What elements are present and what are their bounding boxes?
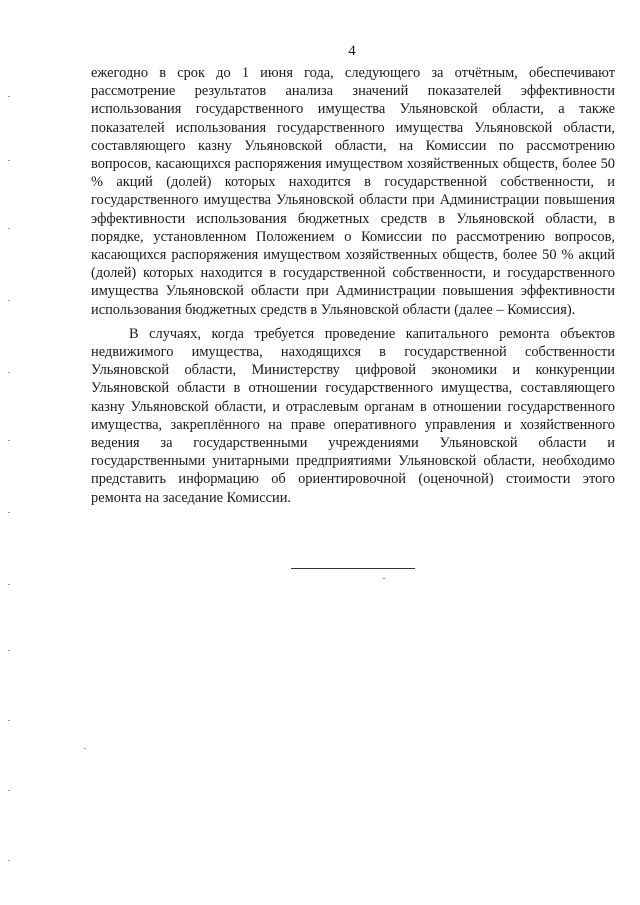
- scan-speck: [84, 748, 86, 749]
- scan-speck: [8, 860, 10, 861]
- paragraph-capital-repair: В случаях, когда требуется проведение капитального ремонта объектов недвижимого имущества, находящихся в государственной собственности Ульяновской области, Министерству цифровой экономики и конкуренции Ульяновской области в отношении государственного имущества, составляющего казну Ульяновской области, и отраслевым органам в отношении государственного имущества, закреплённого на праве оперативного управления и хозяйственного ведения за государственными учреждениями Ульяновской области и государственными унитарными предприятиями Ульяновской области, необходимо представить информацию об ориентировочной (оценочной) стоимости этого ремонта на заседание Комиссии.: [91, 325, 615, 506]
- paragraph-continuation: ежегодно в срок до 1 июня года, следующего за отчётным, обеспечивают рассмотрение результатов анализа значений показателей эффективности использования государственного имущества Ульяновской области, а также показателей использования государственного имущества Ульяновской области, составляющего казну Ульяновской области, на Комиссии по рассмотрению вопросов, касающихся распоряжения имуществом хозяйственных обществ, более 50 % акций (долей) которых находится в государственной собственности, и государственного имущества Ульяновской области при Администрации повышения эффективности использования бюджетных средств в Ульяновской области, в порядке, установленном Положением о Комиссии по рассмотрению вопросов, касающихся распоряжения имуществом хозяйственных обществ, более 50 % акций (долей) которых находится в государственной собственности, и государственного имущества Ульяновской области при Администрации повышения эффективности использования бюджетных средств в Ульяновской области (далее – Комиссия).: [91, 65, 615, 318]
- scan-speck: [8, 300, 10, 301]
- scan-speck: [8, 584, 10, 585]
- scan-speck: [8, 96, 10, 97]
- scan-speck: [8, 512, 10, 513]
- scan-speck: [8, 720, 10, 721]
- document-body: [91, 64, 615, 507]
- scan-speck: [8, 650, 10, 651]
- scan-speck: [8, 440, 10, 441]
- scan-speck: [383, 578, 385, 579]
- scan-speck: [8, 372, 10, 373]
- scan-speck: [8, 160, 10, 161]
- page-number: 4: [348, 43, 356, 59]
- scan-speck: [8, 228, 10, 229]
- scan-speck: [8, 790, 10, 791]
- end-of-text-divider: [291, 568, 415, 569]
